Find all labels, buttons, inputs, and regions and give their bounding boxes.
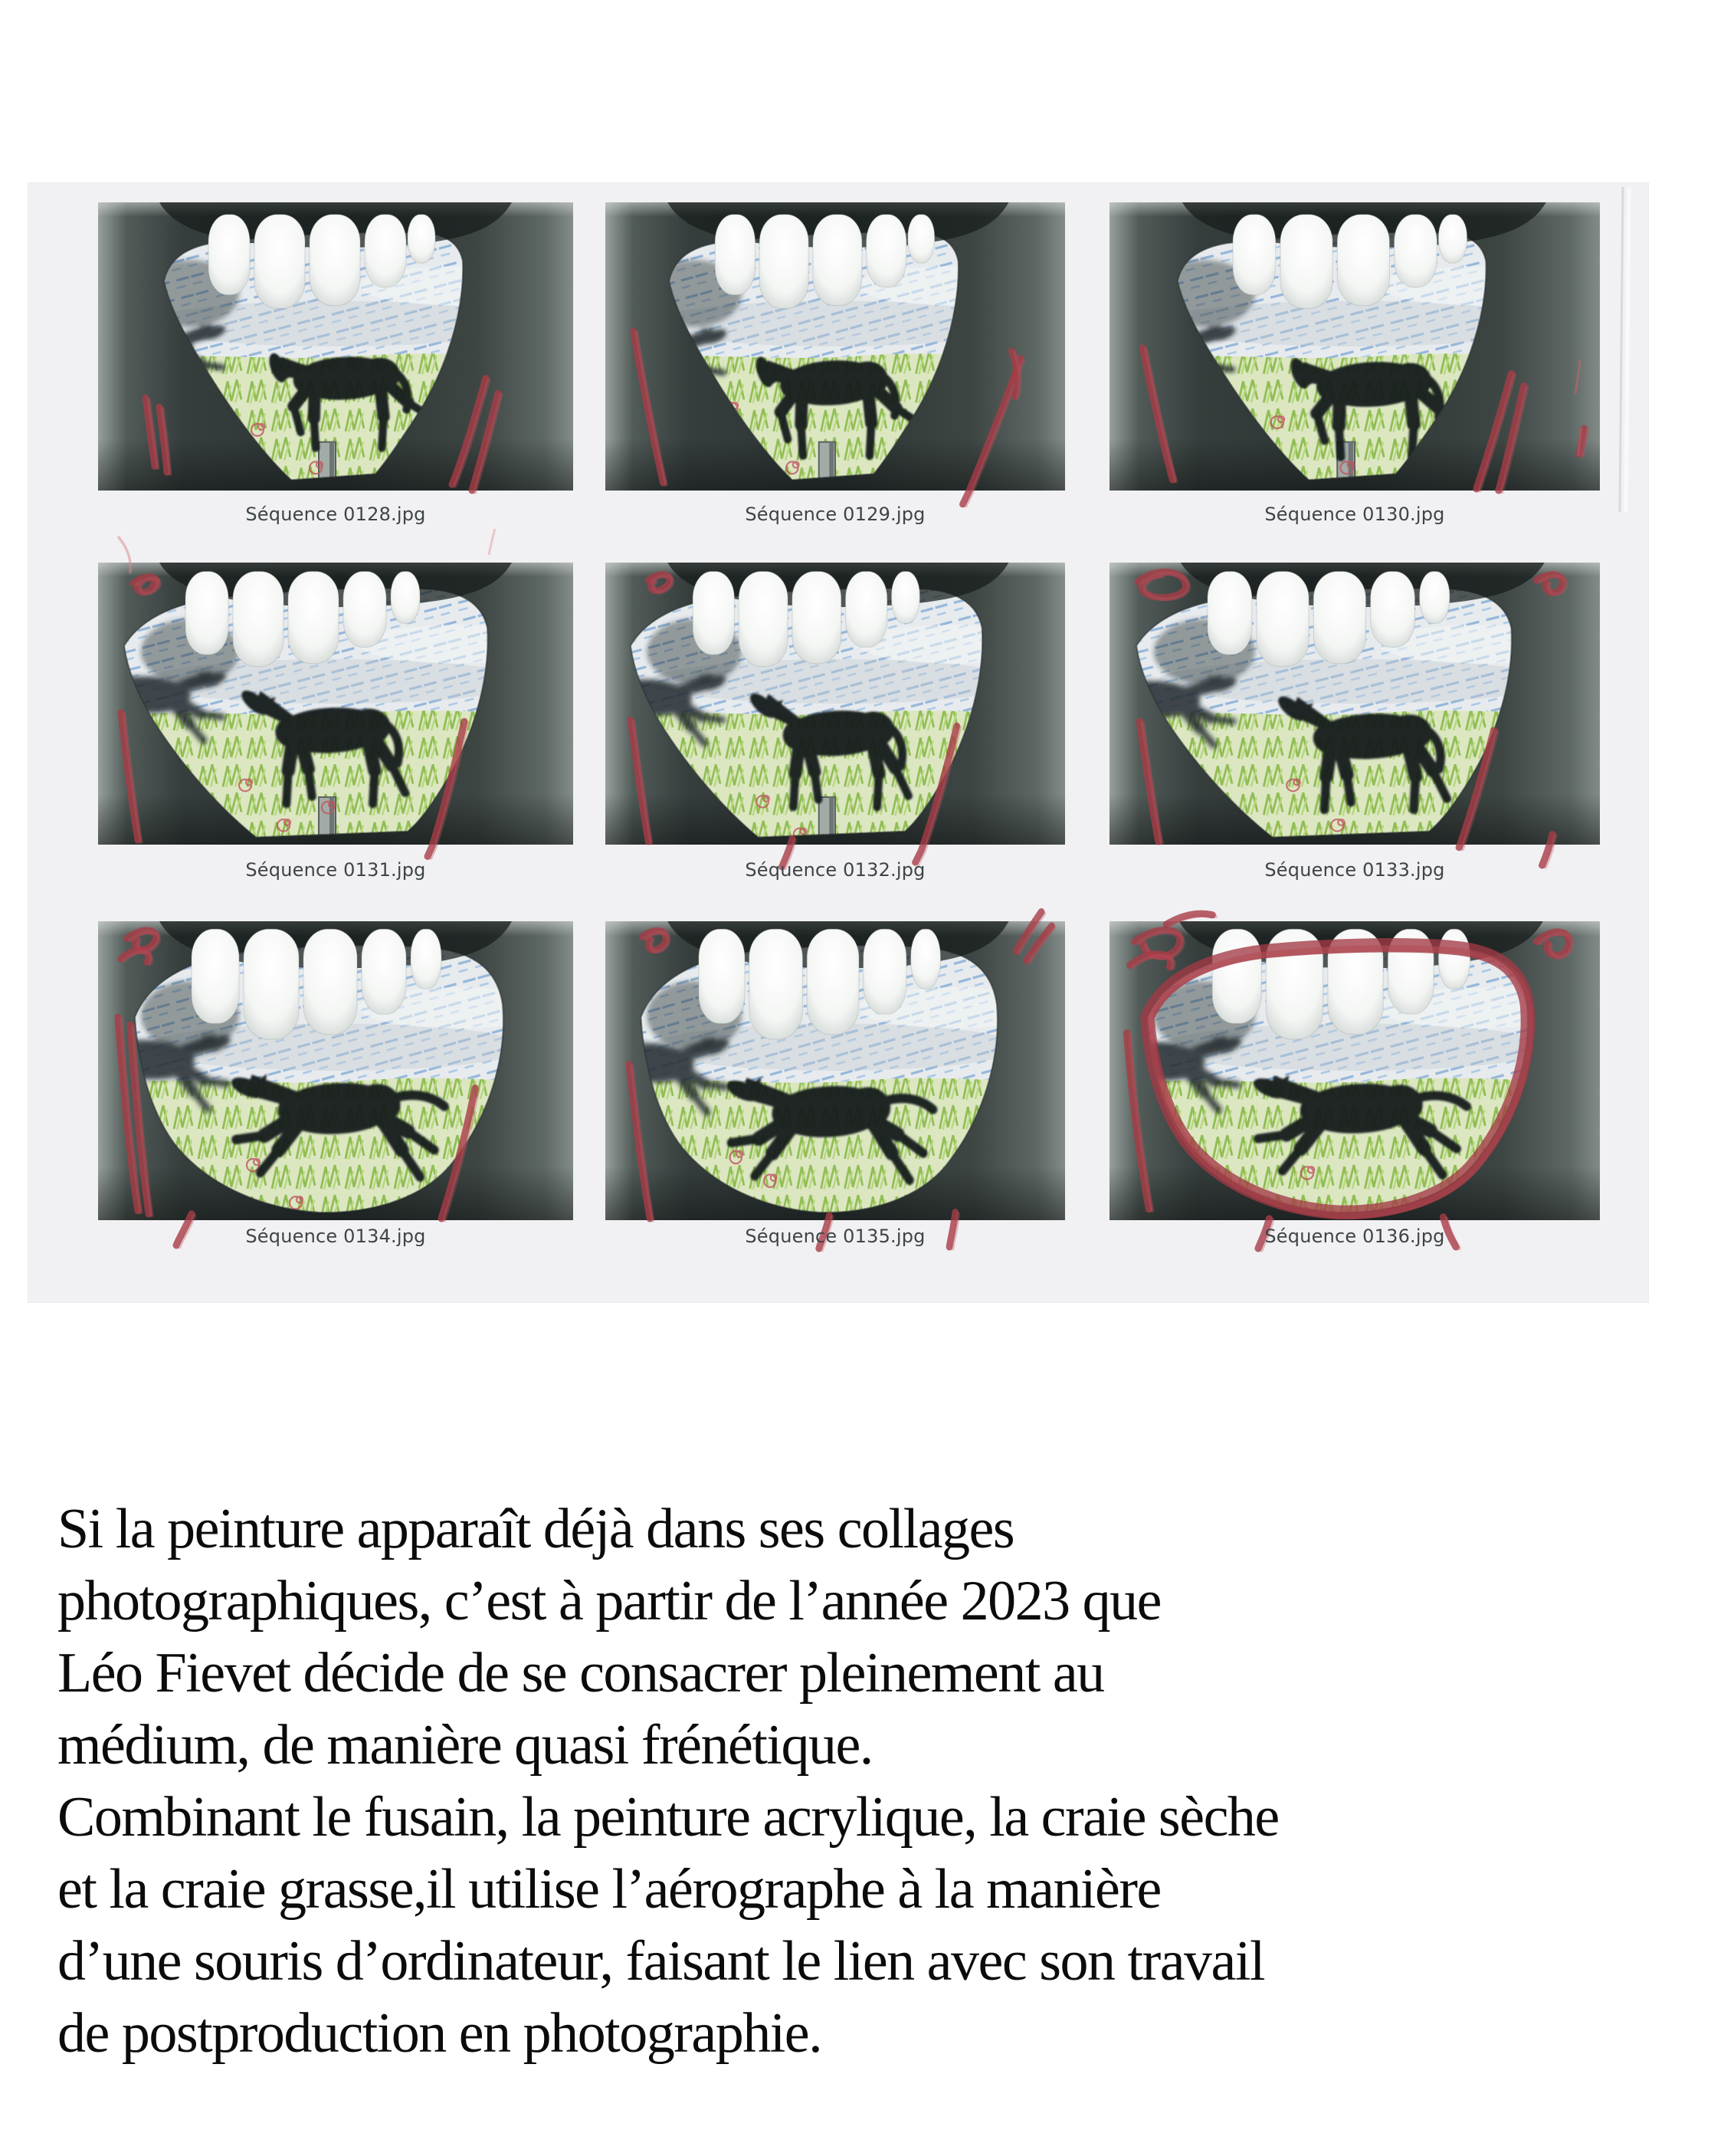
fence-post [819,797,835,835]
statement-line: photographiques, c’est à partir de l’année 2023 que [57,1570,1161,1633]
mouth-collage-image [98,563,573,845]
sequence-thumbnail [1109,921,1600,1220]
sequence-thumbnail [98,202,573,491]
mouth-collage-image [98,921,573,1220]
statement-line: Léo Fievet décide de se consacrer pleinement au [57,1642,1104,1705]
sequence-thumbnail [98,563,573,845]
sequence-filename: Séquence 0136.jpg [1264,1226,1445,1247]
mouth-collage-image [605,202,1065,491]
sequence-filename: Séquence 0129.jpg [745,504,926,525]
mouth-collage-image [1109,921,1600,1220]
sequence-filename: Séquence 0133.jpg [1264,859,1445,881]
statement-line: Si la peinture apparaît déjà dans ses collages [57,1498,1014,1560]
sequence-thumbnail [605,563,1065,845]
artist-statement [57,1493,1697,2069]
sequence-filename: Séquence 0131.jpg [245,859,426,881]
sequence-filename: Séquence 0135.jpg [745,1226,926,1247]
statement-line: et la craie grasse,il utilise l’aérographe à la manière [57,1858,1161,1921]
fence-post [319,797,336,835]
sequence-thumbnail [1109,202,1600,491]
sequence-filename: Séquence 0128.jpg [245,504,426,525]
sequence-filename: Séquence 0132.jpg [745,859,926,881]
fence-post [819,442,835,481]
mouth-collage-image [605,921,1065,1220]
mouth-collage-image [98,202,573,491]
sequence-thumbnail [98,921,573,1220]
statement-line: médium, de manière quasi frénétique. [57,1714,873,1777]
statement-line: de postproduction en photographie. [57,2002,822,2065]
sequence-thumbnail [1109,563,1600,845]
sequence-thumbnail [605,921,1065,1220]
sequence-filename: Séquence 0134.jpg [245,1226,426,1247]
statement-line: Combinant le fusain, la peinture acrylique, la craie sèche [57,1786,1279,1849]
statement-line: d’une souris d’ordinateur, faisant le lien avec son travail [57,1930,1265,1993]
sequence-filename: Séquence 0130.jpg [1264,504,1445,525]
sequence-thumbnail [605,202,1065,491]
mouth-collage-image [605,563,1065,845]
contact-sheet [28,182,1649,1303]
mouth-collage-image [1109,202,1600,491]
mouth-collage-image [1109,563,1600,845]
